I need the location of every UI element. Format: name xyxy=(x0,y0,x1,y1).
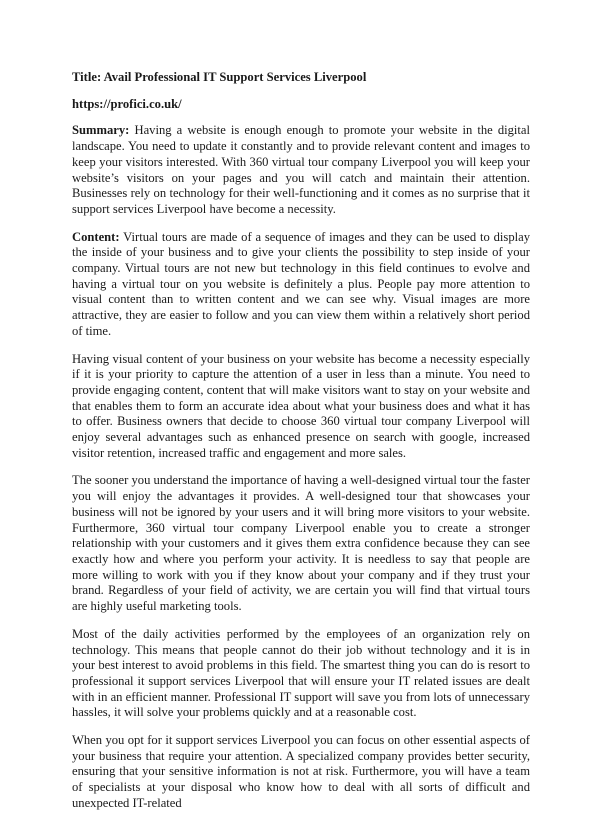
content-text: Virtual tours are made of a sequence of images and they can be used to display the inside of your business and to give your clients the possibility to step inside of your company. Virtual tours are not new but technology in this field continues to evolve and having a virtual tour on you website is definitely a plus. People pay more attention to visual content than to written content and we can see why. Visual images are more attractive, they are easier to follow and you can view them within a relatively short period of time. xyxy=(72,229,530,338)
content-paragraph xyxy=(72,230,530,340)
document-url: https://profici.co.uk/ xyxy=(72,96,182,111)
body-paragraph: Most of the daily activities performed by the employees of an organization rely on technology. This means that people cannot do their job without technology and it is in your best interest to avoid problems in this field. The smartest thing you can do is resort to professional it support services Liverpool that will ensure your IT related issues are dealt with in an efficient manner. Professional IT support will save you from lots of unnecessary hassles, it will solve your problems quickly and at a reasonable cost. xyxy=(72,626,530,720)
summary-label: Summary: xyxy=(72,123,130,138)
content-label: Content: xyxy=(72,229,120,244)
document-title: Title: Avail Professional IT Support Services Liverpool xyxy=(72,70,367,84)
summary-text: Having a website is enough enough to promote your website in the digital landscape. You need to update it constantly and to provide relevant content and images to keep your visitors interested. With 360 virtual tour company Liverpool you will keep your website’s visitors on your pages and you will catch and maintain their attention. Businesses rely on technology for their well-functioning and it comes as no surprise that it support services Liverpool have become a necessity. xyxy=(72,123,530,216)
body-paragraph: The sooner you understand the importance of having a well-designed virtual tour the faster you will enjoy the advantages it provides. A well-designed tour that showcases your business will not be ignored by your users and it will bring more visitors to your website. Furthermore, 360 virtual tour company Liverpool enable you to create a stronger relationship with your customers and it gives them extra confidence because they can see exactly how and where you perform your activity. It is needless to say that people are more willing to work with you if they know about your company and if they trust your brand. Regardless of your field of activity, we are certain you will find that virtual tours are highly useful marketing tools. xyxy=(72,473,530,614)
summary-paragraph xyxy=(72,123,530,217)
body-paragraph: Having visual content of your business on your website has become a necessity especially if it is your priority to capture the attention of a user in less than a minute. You need to provide engaging content, content that will make visitors want to stay on your website and that enables them to form an accurate idea about what your business does and what it has to offer. Business owners that decide to choose 360 virtual tour company Liverpool will enjoy several advantages such as enhanced presence on search with google, increased visitor retention, increased traffic and engagement and more sales. xyxy=(72,351,530,460)
document-page xyxy=(72,70,530,824)
body-paragraph: When you opt for it support services Liverpool you can focus on other essential aspects of your business that require your attention. A specialized company provides better security, ensuring that your sensitive information is not at risk. Furthermore, you will have a team of specialists at your disposal who know how to deal with all sorts of difficult and unexpected IT-related xyxy=(72,733,530,810)
